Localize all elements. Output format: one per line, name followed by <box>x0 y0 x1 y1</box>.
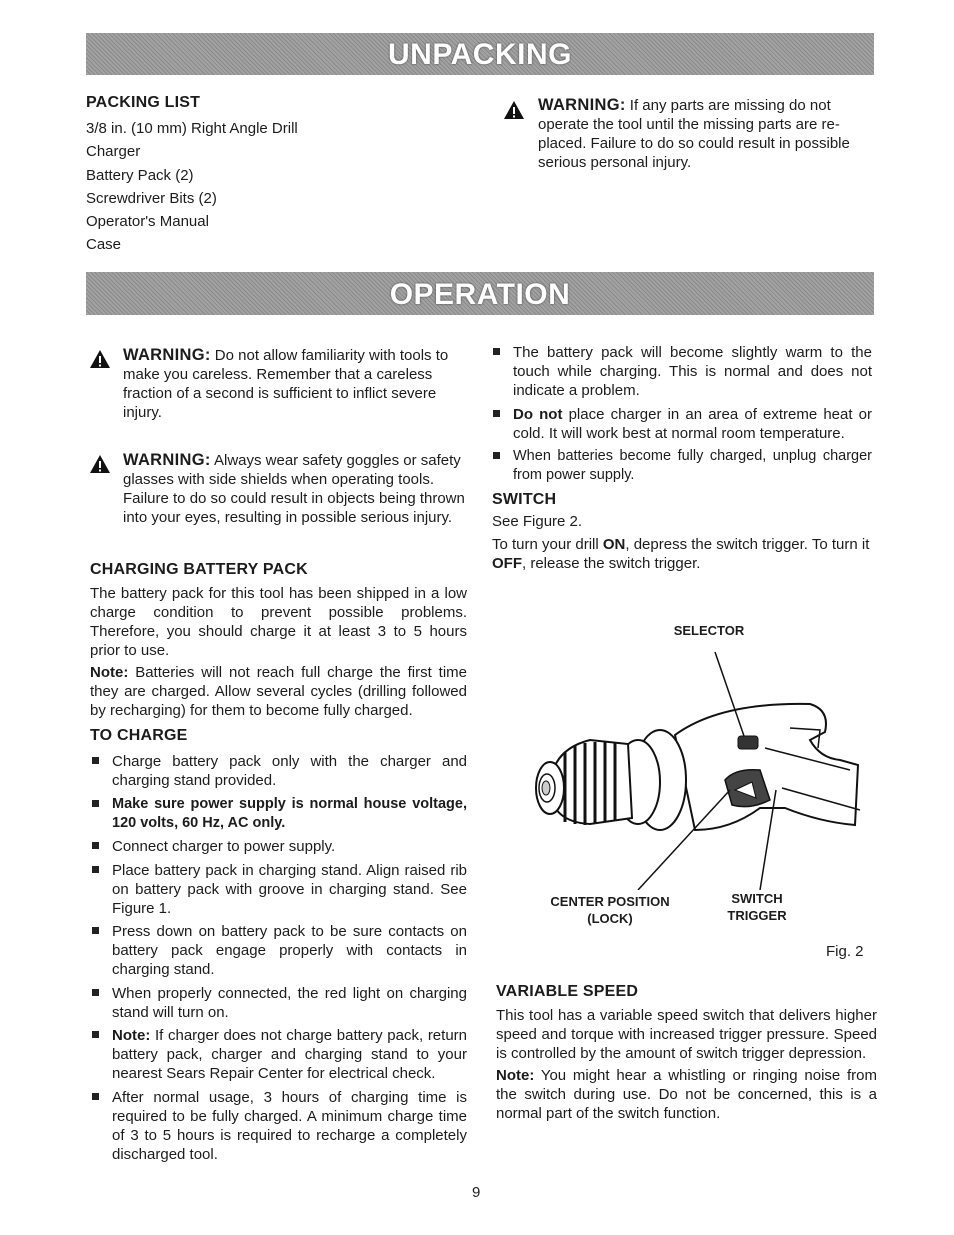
packing-list-item: 3/8 in. (10 mm) Right Angle Drill <box>86 120 298 137</box>
bullet-square-icon <box>92 1031 99 1038</box>
switch-heading: SWITCH <box>492 491 557 508</box>
note-label: Note: <box>496 1067 535 1084</box>
variable-speed-heading: VARIABLE SPEED <box>496 983 639 1000</box>
operation-warning-2 <box>123 451 467 527</box>
variable-speed-paragraph: This tool has a variable speed switch that delivers higher speed and torque with increased trigger pressure. Speed is controlled by the amount of switch trigger depression. <box>496 1007 877 1062</box>
packing-list-item: Charger <box>86 143 141 161</box>
bullet-square-icon <box>493 348 500 355</box>
bullet-item: Place battery pack in charging stand. Align raised rib on battery pack with groove in charging stand. See Figure 1. <box>90 861 467 918</box>
drill-illustration <box>520 640 880 890</box>
off-label: OFF <box>492 555 522 572</box>
bullet-square-icon <box>493 452 500 459</box>
bullet-item: When batteries become fully charged, unplug charger from power supply. <box>491 447 872 485</box>
selector-button <box>738 736 758 749</box>
on-label: ON <box>602 536 626 553</box>
bullet-item: After normal usage, 3 hours of charging time is required to be fully charged. A minimum charge time of 3 to 5 hours is required to recharge a completely discharged tool. <box>90 1088 467 1164</box>
bullet-item: Make sure power supply is normal house voltage, 120 volts, 60 Hz, AC only. <box>90 795 467 833</box>
variable-speed-section <box>496 1006 877 1123</box>
note-label: Note: <box>90 664 129 681</box>
operation-warning-1 <box>123 346 467 422</box>
bullet-item: Charge battery pack only with the charger and charging stand provided. <box>90 752 467 790</box>
bullet-square-icon <box>92 842 99 849</box>
warning-text-rest: operate the tool until the missing parts are re-placed. Failure to do so could result in possible serious personal injury. <box>538 116 850 171</box>
switch-see-figure: See Figure 2. <box>492 513 583 530</box>
drill-body <box>675 704 858 830</box>
switch-trigger-label: SWITCH TRIGGER <box>727 891 787 923</box>
switch-section: See Figure 2. To turn your drill ON, depress the switch trigger. To turn it OFF, release the switch trigger. <box>492 512 872 573</box>
charging-section <box>90 584 467 720</box>
warning-label: WARNING: <box>123 346 211 364</box>
packing-list-item: Screwdriver Bits (2) <box>86 189 217 207</box>
figure-caption: Fig. 2 <box>826 943 864 960</box>
bullet-square-icon <box>92 1093 99 1100</box>
warning-label: WARNING: <box>123 451 211 469</box>
unpacking-warning <box>538 96 878 172</box>
charging-notes-list <box>491 343 872 490</box>
packing-list <box>86 117 416 257</box>
selector-label: SELECTOR <box>673 623 745 638</box>
bullet-square-icon <box>92 989 99 996</box>
packing-list-item: Case <box>86 236 122 254</box>
warning-text: Do not allow familiarity with tools to make you careless. Remember that a careless fraction of a second is sufficient to inflict severe injury. <box>123 347 449 421</box>
bullet-item: The battery pack will become slightly warm to the touch while charging. This is normal and does not indicate a problem. <box>491 343 872 400</box>
center-position-label: CENTER POSITION (LOCK) <box>550 894 670 926</box>
bullet-square-icon <box>92 927 99 934</box>
bullet-square-icon <box>92 866 99 873</box>
note-text: Batteries will not reach full charge the first time they are charged. Allow several cycles (drilling followed by recharging) for them to become fully charged. <box>90 664 467 719</box>
warning-text: Always wear safety goggles or safety glasses with side shields when operating tools. Failure to do so could result in objects being thrown into your eyes, resulting in possible serious injury. <box>123 452 465 526</box>
bullet-item: Press down on battery pack to be sure contacts on battery pack engage properly with contacts in charging stand. <box>90 922 467 979</box>
unpacking-banner: UNPACKING <box>86 33 874 75</box>
bullet-item: Do not place charger in an area of extreme heat or cold. It will work best at normal room temperature. <box>491 405 872 443</box>
charging-paragraph: The battery pack for this tool has been shipped in a low charge condition to prevent possible problems. Therefore, you should charge it at least 3 to 5 hours prior to use. <box>90 585 467 659</box>
note-text: You might hear a whistling or ringing noise from the switch during use. Do not be concerned, this is a normal part of the switch function. <box>496 1067 877 1122</box>
warning-triangle-icon <box>503 100 525 120</box>
page-number: 9 <box>472 1184 481 1201</box>
bullet-item: Note: If charger does not charge battery pack, return battery pack, charger and charging stand to your nearest Sears Repair Center for electrical check. <box>90 1026 467 1083</box>
warning-text-first: If any parts are missing do not <box>625 97 831 114</box>
warning-label: WARNING: <box>538 96 626 114</box>
packing-list-heading: PACKING LIST <box>86 94 201 111</box>
operation-banner: OPERATION <box>86 272 874 315</box>
warning-triangle-icon <box>89 454 111 474</box>
warning-triangle-icon <box>89 349 111 369</box>
to-charge-list <box>90 752 467 1168</box>
bullet-square-icon <box>92 800 99 807</box>
charging-heading: CHARGING BATTERY PACK <box>90 561 308 578</box>
packing-list-item: Operator's Manual <box>86 213 209 231</box>
bullet-square-icon <box>493 410 500 417</box>
to-charge-heading: TO CHARGE <box>90 727 188 744</box>
bullet-square-icon <box>92 757 99 764</box>
packing-list-item: Battery Pack (2) <box>86 166 194 184</box>
bullet-item: Connect charger to power supply. <box>90 837 467 856</box>
bullet-item: When properly connected, the red light on charging stand will turn on. <box>90 984 467 1022</box>
